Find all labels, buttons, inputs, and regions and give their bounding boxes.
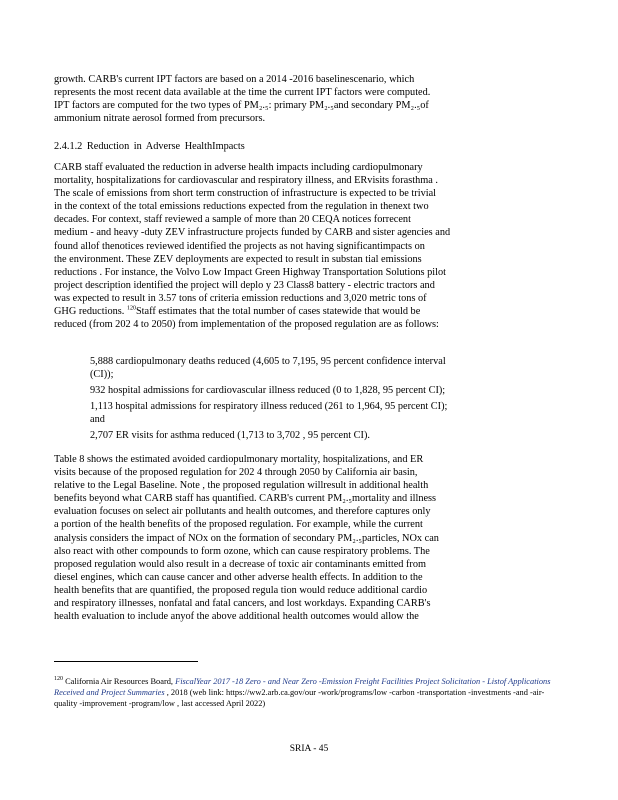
list-item-text: and: [90, 414, 105, 426]
text-line: evaluation focuses on select air pollutants and health outcomes, and therefore captures only: [54, 506, 431, 518]
text-line: visits because of the proposed regulation for 202 4 through 2050 by California air basin,: [54, 467, 418, 479]
text-line: diesel engines, which can cause cancer and other adverse health effects. In addition to the: [54, 571, 423, 583]
text-line: and respiratory illnesses, nonfatal and fatal cancers, and lost workdays. Expanding CARB's: [54, 598, 431, 610]
text-line: decades. For context, staff reviewed a sample of more than 20 CEQA notices forrecent: [54, 214, 411, 226]
paragraph-health-impacts: [54, 161, 564, 331]
text-line: ammonium nitrate aerosol formed from precursors.: [54, 113, 266, 125]
footnote-number: 120: [54, 676, 63, 683]
list-item: [54, 355, 564, 381]
footnote-divider: [54, 661, 198, 662]
inline-text: Staff estimates that the total number of cases statewide that would be: [135, 306, 421, 318]
text-line: IPT factors are computed for the two types of PM₂.₅: primary PM₂.₅and secondary PM₂.₅of: [54, 100, 429, 112]
footnote-reference[interactable]: 120: [126, 305, 136, 312]
text-line: medium - and heavy -duty ZEV infrastructure projects funded by CARB and sister agencies and: [54, 227, 451, 239]
section-heading: 2.4.1.2 Reduction in Adverse HealthImpacts: [54, 141, 245, 152]
text-line: mortality, hospitalizations for cardiovascular and respiratory illness, and ERvisits forasthma .: [54, 175, 438, 187]
text-line: benefits beyond what CARB staff has quantified. CARB's current PM₂.₅mortality and illness: [54, 493, 437, 505]
text-line: represents the most recent data available at the time the current IPT factors were computed.: [54, 87, 431, 99]
footnote-details: , 2018 (web link: https://ww2.arb.ca.gov/our -work/programs/low -carbon -transportation -investments -and -air-quality -improvement -program/low , last accessed April 2022): [54, 688, 545, 708]
text-line: Table 8 shows the estimated avoided cardiopulmonary mortality, hospitalizations, and ER: [54, 454, 424, 465]
text-line: project description identified the project will deplo y 23 Class8 battery - electric tractors and: [54, 279, 435, 291]
paragraph-ipt-factors: [54, 73, 564, 125]
text-line-with-footnote: [54, 305, 564, 318]
list-item: [54, 429, 564, 442]
text-line: health evaluation to include anyof the above additional health outcomes would allow the: [54, 611, 419, 623]
text-line: in the context of the total emissions reductions expected from the regulation in thenext two: [54, 201, 429, 213]
page-number: SRIA - 45: [289, 744, 329, 754]
list-item-text: 2,707 ER visits for asthma reduced (1,713 to 3,702 , 95 percent CI).: [90, 430, 370, 442]
footnote: [54, 676, 564, 709]
list-item-text: 932 hospital admissions for cardiovascular illness reduced (0 to 1,828, 95 percent CI);: [90, 385, 446, 397]
text-line: the environment. These ZEV deployments are expected to result in substan tial emissions: [54, 253, 422, 265]
list-item-text: (CI));: [90, 369, 114, 381]
footnote-lead: California Air Resources Board,: [65, 677, 174, 686]
text-line: reductions . For instance, the Volvo Low Impact Green Highway Transportation Solutions pilot: [54, 266, 447, 278]
text-line: health benefits that are quantified, the proposed regula tion would reduce additional cardio: [54, 584, 428, 596]
text-line: The scale of emissions from short term construction of infrastructure is expected to be trivial: [54, 188, 437, 200]
text-line: was expected to result in 3.57 tons of criteria emission reductions and 3,020 metric tons of: [54, 292, 427, 304]
avoided-cases-list: [54, 355, 564, 446]
inline-text: GHG reductions.: [54, 306, 125, 318]
text-line: a portion of the health benefits of the proposed regulation. For example, while the current: [54, 519, 423, 531]
text-line: proposed regulation would also result in a decrease of toxic air contaminants emitted from: [54, 558, 427, 570]
text-line: found allof thenotices reviewed identified the projects as not having significantimpacts on: [54, 240, 425, 252]
list-item: [54, 384, 564, 397]
footnote-title-link[interactable]: FiscalYear 2017 -18 Zero - and Near Zero -Emission Freight Facilities Project Solicitation - Listof Applications Received and Project Summaries: [54, 677, 551, 697]
paragraph-table-8: [54, 453, 564, 623]
list-item-text: 1,113 hospital admissions for respiratory illness reduced (261 to 1,964, 95 percent CI);: [90, 401, 448, 413]
text-line: analysis considers the impact of NOx on the formation of secondary PM₂.₅particles, NOx can: [54, 532, 439, 544]
text-line: also react with other compounds to form ozone, which can cause respiratory problems. The: [54, 545, 430, 557]
list-item: [54, 400, 564, 426]
text-line: growth. CARB's current IPT factors are based on a 2014 -2016 baselinescenario, which: [54, 74, 415, 85]
text-line: relative to the Legal Baseline. Note , the proposed regulation willresult in additional health: [54, 480, 429, 492]
list-item-text: 5,888 cardiopulmonary deaths reduced (4,605 to 7,195, 95 percent confidence interval: [90, 356, 446, 367]
text-line: CARB staff evaluated the reduction in adverse health impacts including cardiopulmonary: [54, 162, 423, 173]
text-line: reduced (from 202 4 to 2050) from implementation of the proposed regulation are as follows:: [54, 319, 439, 331]
